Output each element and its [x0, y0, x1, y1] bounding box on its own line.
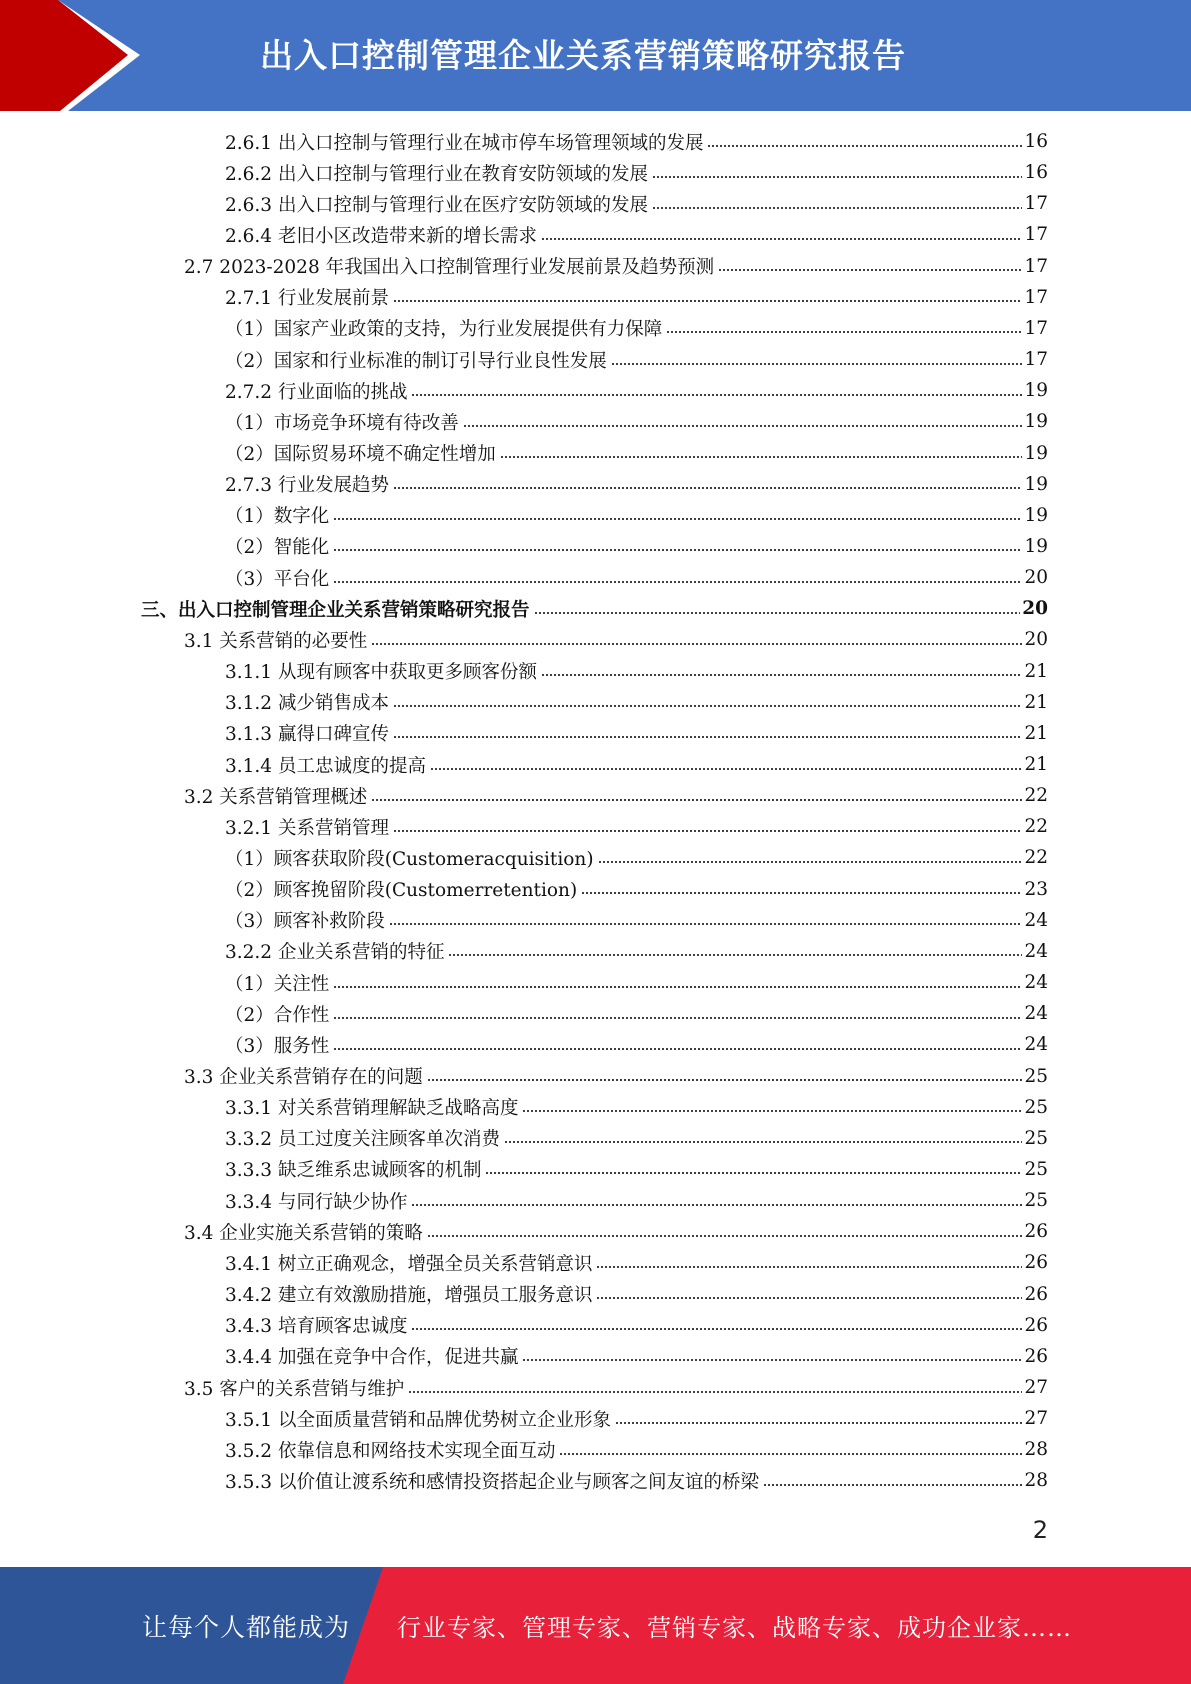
toc-entry[interactable]: [225, 936, 1048, 967]
toc-entry-page: 25: [1024, 1158, 1048, 1180]
toc-leader-dots: [581, 881, 1022, 897]
toc-entry-page: 17: [1024, 317, 1048, 339]
toc-entry[interactable]: [184, 1061, 1048, 1092]
toc-entry[interactable]: [225, 406, 1048, 437]
toc-entry-page: 24: [1024, 972, 1048, 994]
toc-entry-label: 3.5 客户的关系营销与维护: [184, 1378, 405, 1400]
toc-leader-dots: [534, 601, 1021, 617]
toc-entry-label: 三、出入口控制管理企业关系营销策略研究报告: [141, 599, 530, 621]
toc-entry-label: （2）合作性: [225, 1004, 330, 1026]
toc-entry[interactable]: [184, 1372, 1048, 1403]
toc-leader-dots: [504, 1130, 1022, 1146]
toc-leader-dots: [371, 788, 1022, 804]
toc-entry[interactable]: [225, 1092, 1048, 1123]
toc-entry-label: （2）顾客挽留阶段(Customerretention): [225, 880, 578, 902]
toc-entry-label: 3.1.4 员工忠诚度的提高: [225, 755, 426, 777]
toc-entry[interactable]: [225, 1185, 1048, 1216]
toc-entry-page: 19: [1024, 535, 1048, 557]
toc-leader-dots: [652, 165, 1022, 181]
toc-leader-dots: [333, 1006, 1022, 1022]
toc-entry-label: （2）智能化: [225, 537, 330, 559]
toc-entry[interactable]: [225, 313, 1048, 344]
toc-entry[interactable]: [225, 469, 1048, 500]
toc-entry-page: 26: [1024, 1345, 1048, 1367]
toc-leader-dots: [389, 912, 1023, 928]
toc-entry-label: （1）数字化: [225, 506, 330, 528]
toc-entry-page: 26: [1024, 1252, 1048, 1274]
toc-leader-dots: [718, 258, 1022, 274]
toc-leader-dots: [707, 134, 1022, 150]
toc-entry[interactable]: [225, 1310, 1048, 1341]
toc-leader-dots: [393, 725, 1022, 741]
toc-entry[interactable]: [225, 1341, 1048, 1372]
toc-leader-dots: [333, 507, 1022, 523]
toc-entry-page: 19: [1024, 442, 1048, 464]
toc-entry-page: 27: [1024, 1377, 1048, 1398]
toc-entry-label: （1）市场竞争环境有待改善: [225, 412, 459, 434]
toc-leader-dots: [408, 1380, 1022, 1396]
toc-entry-label: 3.3.1 对关系营销理解缺乏战略高度: [225, 1098, 519, 1120]
toc-entry-page: 23: [1024, 878, 1048, 900]
toc-entry-page: 25: [1024, 1127, 1048, 1149]
toc-entry-label: 3.2.1 关系营销管理: [225, 817, 389, 839]
toc-entry-page: 25: [1024, 1096, 1048, 1118]
toc-entry-label: （2）国家和行业标准的制订引导行业良性发展: [225, 350, 607, 372]
toc-leader-dots: [500, 445, 1023, 461]
toc-entry-label: 3.5.1 以全面质量营销和品牌优势树立企业形象: [225, 1409, 611, 1431]
toc-leader-dots: [463, 414, 1023, 430]
toc-entry[interactable]: [225, 562, 1048, 593]
toc-leader-dots: [411, 1193, 1022, 1209]
page-header: [0, 0, 1191, 111]
toc-entry[interactable]: [225, 1465, 1048, 1496]
toc-entry[interactable]: [225, 188, 1048, 219]
toc-entry[interactable]: [225, 874, 1048, 905]
toc-entry-page: 24: [1024, 909, 1048, 931]
toc-entry-page: 24: [1024, 1034, 1048, 1056]
footer-slogan-left: 让每个人都能成为: [142, 1612, 351, 1642]
toc-entry-page: 19: [1024, 380, 1048, 402]
toc-entry[interactable]: [225, 1403, 1048, 1434]
toc-entry[interactable]: [225, 1123, 1048, 1154]
toc-entry-label: 3.2 关系营销管理概述: [184, 786, 368, 808]
toc-entry-page: 28: [1024, 1470, 1048, 1492]
toc-leader-dots: [411, 1317, 1022, 1333]
toc-entry[interactable]: [225, 282, 1048, 313]
toc-entry-page: 21: [1024, 754, 1048, 775]
toc-entry-label: 3.5.3 以价值让渡系统和感情投资搭起企业与顾客之间友谊的桥梁: [225, 1471, 759, 1493]
toc-leader-dots: [333, 975, 1022, 991]
toc-entry-label: 3.1.3 赢得口碑宣传: [225, 724, 389, 746]
toc-entry[interactable]: [225, 531, 1048, 562]
toc-entry-page: 17: [1024, 349, 1048, 371]
toc-entry-page: 24: [1024, 1003, 1048, 1025]
toc-entry-label: 3.4.3 培育顾客忠诚度: [225, 1316, 408, 1338]
toc-entry-page: 21: [1024, 722, 1048, 744]
toc-leader-dots: [393, 476, 1022, 492]
toc-entry[interactable]: [225, 656, 1048, 687]
footer-slogan-right: 行业专家、管理专家、营销专家、战略专家、成功企业家……: [397, 1614, 1072, 1642]
toc-entry-page: 22: [1024, 816, 1048, 838]
toc-entry[interactable]: [225, 157, 1048, 188]
toc-entry-label: （3）平台化: [225, 568, 330, 590]
toc-entry[interactable]: [141, 593, 1048, 624]
toc-leader-dots: [763, 1473, 1022, 1489]
toc-entry-label: 2.7.2 行业面临的挑战: [225, 381, 408, 403]
toc-entry-label: 3.4.1 树立正确观念，增强全员关系营销意识: [225, 1253, 593, 1275]
toc-entry-page: 26: [1024, 1221, 1048, 1243]
toc-leader-dots: [393, 289, 1022, 305]
toc-entry[interactable]: [225, 967, 1048, 998]
toc-entry-page: 22: [1024, 847, 1048, 869]
toc-entry-page: 17: [1024, 255, 1048, 277]
toc-leader-dots: [615, 1411, 1022, 1427]
toc-entry[interactable]: [225, 438, 1048, 469]
toc-entry-page: 16: [1024, 131, 1048, 152]
toc-entry-page: 20: [1022, 598, 1048, 620]
toc-entry[interactable]: [225, 344, 1048, 375]
page-footer: [0, 1567, 1191, 1684]
toc-entry-label: 3.3.3 缺乏维系忠诚顾客的机制: [225, 1160, 482, 1182]
toc-entry-label: 3.1.1 从现有顾客中获取更多顾客份额: [225, 662, 537, 684]
toc-entry[interactable]: [225, 842, 1048, 873]
toc-entry[interactable]: [184, 251, 1048, 282]
toc-entry[interactable]: [225, 811, 1048, 842]
toc-leader-dots: [541, 663, 1022, 679]
toc-leader-dots: [393, 694, 1022, 710]
toc-entry-page: 17: [1024, 286, 1048, 308]
toc-entry-page: 26: [1024, 1314, 1048, 1336]
toc-leader-dots: [393, 819, 1022, 835]
toc-entry[interactable]: [184, 1216, 1048, 1247]
toc-entry[interactable]: [225, 1279, 1048, 1310]
toc-entry-page: 20: [1024, 567, 1048, 589]
toc-leader-dots: [371, 632, 1022, 648]
toc-entry-label: （2）国际贸易环境不确定性增加: [225, 444, 496, 465]
toc-leader-dots: [559, 1442, 1022, 1458]
toc-entry-label: 3.4.2 建立有效激励措施，增强员工服务意识: [225, 1285, 593, 1307]
toc-leader-dots: [596, 1286, 1022, 1302]
toc-entry-label: 2.6.4 老旧小区改造带来新的增长需求: [225, 225, 537, 247]
toc-leader-dots: [333, 570, 1022, 586]
toc-entry-label: 3.1.2 减少销售成本: [225, 693, 389, 715]
toc-leader-dots: [598, 850, 1023, 866]
toc-entry[interactable]: [225, 718, 1048, 749]
page-number: 2: [1032, 1516, 1048, 1544]
toc-entry-page: 21: [1024, 660, 1048, 682]
toc-leader-dots: [652, 196, 1022, 212]
toc-entry-label: 3.1 关系营销的必要性: [184, 630, 368, 652]
toc-leader-dots: [333, 1037, 1022, 1053]
toc-entry[interactable]: [225, 1434, 1048, 1465]
toc-leader-dots: [596, 1255, 1022, 1271]
toc-entry-page: 17: [1024, 224, 1048, 246]
toc-entry-label: 3.4 企业实施关系营销的策略: [184, 1222, 423, 1244]
toc-entry-label: （3）顾客补救阶段: [225, 911, 385, 933]
toc-entry-label: 2.7.3 行业发展趋势: [225, 475, 389, 497]
toc-entry[interactable]: [184, 780, 1048, 811]
toc-entry-label: （3）服务性: [225, 1035, 330, 1057]
toc-entry-page: 27: [1024, 1408, 1048, 1430]
toc-entry-label: 2.6.1 出入口控制与管理行业在城市停车场管理领域的发展: [225, 132, 704, 154]
toc-entry-label: 3.4.4 加强在竞争中合作，促进共赢: [225, 1347, 519, 1369]
toc-entry-label: 3.2.2 企业关系营销的特征: [225, 942, 445, 964]
toc-entry-page: 19: [1024, 473, 1048, 495]
toc-entry[interactable]: [184, 624, 1048, 655]
toc-entry-page: 25: [1024, 1190, 1048, 1212]
toc-entry[interactable]: [225, 1247, 1048, 1278]
toc-entry[interactable]: [225, 998, 1048, 1029]
toc-entry-label: 2.6.3 出入口控制与管理行业在医疗安防领域的发展: [225, 194, 648, 216]
toc-leader-dots: [611, 352, 1023, 368]
toc-entry[interactable]: [225, 375, 1048, 406]
toc-entry-page: 22: [1024, 785, 1048, 807]
toc-entry-page: 26: [1024, 1283, 1048, 1305]
toc-entry-page: 17: [1024, 193, 1048, 215]
toc-leader-dots: [411, 383, 1022, 399]
toc-leader-dots: [333, 538, 1022, 554]
toc-leader-dots: [522, 1099, 1022, 1115]
toc-entry[interactable]: [225, 905, 1048, 936]
toc-leader-dots: [427, 1224, 1023, 1240]
toc-entry-label: （1）顾客获取阶段(Customeracquisition): [225, 848, 594, 870]
toc-leader-dots: [448, 943, 1022, 959]
toc-entry-page: 21: [1024, 691, 1048, 713]
toc-leader-dots: [485, 1161, 1022, 1177]
toc-entry-label: 2.7 2023-2028 年我国出入口控制管理行业发展前景及趋势预测: [184, 257, 715, 279]
toc-entry[interactable]: [225, 1154, 1048, 1185]
toc-entry[interactable]: [225, 126, 1048, 157]
toc-entry-label: 3.3.4 与同行缺少协作: [225, 1191, 408, 1213]
toc-entry-page: 20: [1024, 629, 1048, 651]
toc-entry-label: 3.5.2 依靠信息和网络技术实现全面互动: [225, 1440, 556, 1462]
document-title: 出入口控制管理企业关系营销策略研究报告: [260, 36, 906, 75]
toc-entry-page: 19: [1024, 411, 1048, 433]
header-arrow-decoration: [0, 0, 160, 111]
toc-leader-dots: [427, 1068, 1023, 1084]
toc-entry-page: 25: [1024, 1065, 1048, 1087]
toc-leader-dots: [430, 757, 1022, 773]
toc-entry-label: 2.7.1 行业发展前景: [225, 288, 389, 310]
toc-entry[interactable]: [225, 687, 1048, 718]
toc-entry-label: 3.3 企业关系营销存在的问题: [184, 1067, 423, 1088]
toc-entry-label: 3.3.2 员工过度关注顾客单次消费: [225, 1129, 500, 1151]
toc-leader-dots: [522, 1348, 1022, 1364]
toc-leader-dots: [541, 227, 1022, 243]
toc-entry-page: 28: [1024, 1439, 1048, 1461]
toc-entry[interactable]: [225, 500, 1048, 531]
toc-entry-label: （1）关注性: [225, 973, 330, 995]
toc-leader-dots: [666, 320, 1022, 336]
toc-entry-label: （1）国家产业政策的支持，为行业发展提供有力保障: [225, 319, 663, 341]
toc-entry-page: 24: [1024, 940, 1048, 962]
toc-entry-page: 19: [1024, 504, 1048, 526]
toc-entry[interactable]: [225, 219, 1048, 250]
toc-entry[interactable]: [225, 1029, 1048, 1060]
toc-entry-page: 16: [1024, 162, 1048, 184]
toc-entry[interactable]: [225, 749, 1048, 780]
toc-entry-label: 2.6.2 出入口控制与管理行业在教育安防领域的发展: [225, 163, 648, 185]
